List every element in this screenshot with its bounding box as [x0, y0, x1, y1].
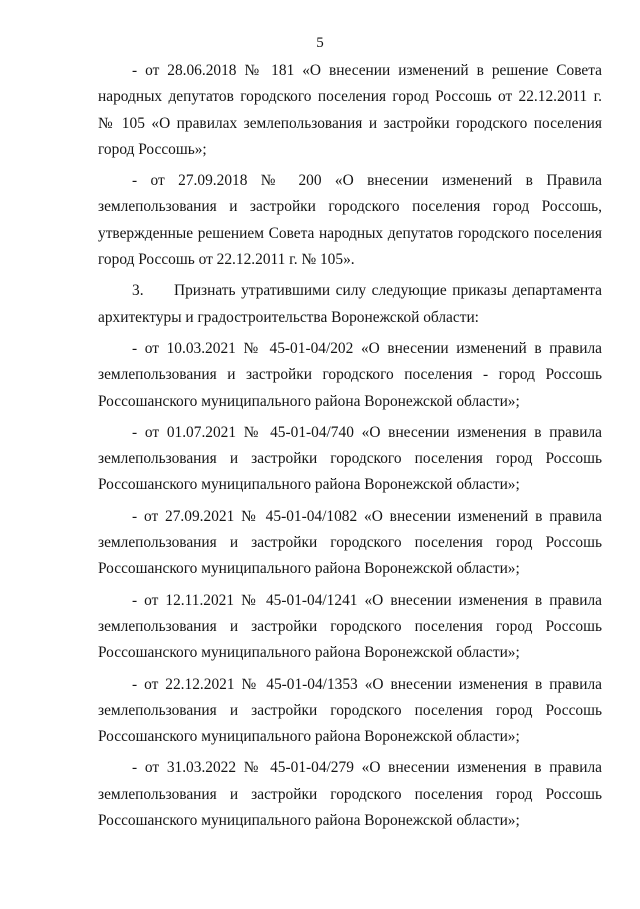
text-line: - от 12.11.2021 № 45-01-04/1241 «О внесении изменения в правила: [132, 591, 602, 609]
text-line: город Россошь»;: [98, 140, 207, 158]
text-line: архитектуры и градостроительства Воронежской области:: [98, 308, 479, 326]
text-line: народных депутатов городского поселения город Россошь от 22.12.2011 г.: [98, 88, 602, 106]
text-line: Россошанского муниципального района Воронежской области»;: [98, 476, 520, 494]
document-body: [98, 58, 602, 839]
text-line: Россошанского муниципального района Воронежской области»;: [98, 728, 520, 746]
page-number: 5: [316, 35, 324, 51]
text-line: [98, 278, 602, 304]
text-line-content: Признать утратившими силу следующие приказы департамента: [174, 282, 602, 300]
text-line: Россошанского муниципального района Воронежской области»;: [98, 812, 520, 830]
text-line: землепользования и застройки городского поселения город Россошь: [98, 534, 602, 552]
text-line: - от 22.12.2021 № 45-01-04/1353 «О внесении изменения в правила: [132, 675, 602, 693]
text-line: город Россошь от 22.12.2011 г. № 105».: [98, 251, 355, 269]
paragraph: [98, 588, 602, 667]
paragraph: [98, 168, 602, 273]
paragraph: [98, 58, 602, 163]
text-line: - от 10.03.2021 № 45-01-04/202 «О внесении изменений в правила: [132, 339, 602, 357]
text-line: утвержденные решением Совета народных депутатов городского поселения: [98, 224, 602, 242]
text-line: Россошанского муниципального района Воронежской области»;: [98, 644, 520, 662]
text-line: землепользования и застройки городского поселения город Россошь,: [98, 198, 602, 216]
paragraph: [98, 755, 602, 834]
text-line: Россошанского муниципального района Воронежской области»;: [98, 560, 520, 578]
paragraph: [98, 504, 602, 583]
text-line: Россошанского муниципального района Воронежской области»;: [98, 392, 520, 410]
paragraph: [98, 420, 602, 499]
text-line: землепользования и застройки городского поселения - город Россошь: [98, 366, 602, 384]
text-line: землепользования и застройки городского поселения город Россошь: [98, 785, 602, 803]
paragraph-number: 3.: [132, 282, 144, 300]
text-line: землепользования и застройки городского поселения город Россошь: [98, 450, 602, 468]
paragraph: [98, 336, 602, 415]
text-line: землепользования и застройки городского поселения город Россошь: [98, 617, 602, 635]
text-line: - от 27.09.2018 № 200 «О внесении изменений в Правила: [132, 172, 602, 190]
text-line: - от 28.06.2018 № 181 «О внесении изменений в решение Совета: [132, 62, 602, 79]
paragraph: [98, 672, 602, 751]
text-line: - от 31.03.2022 № 45-01-04/279 «О внесении изменения в правила: [132, 759, 602, 777]
text-line: - от 27.09.2021 № 45-01-04/1082 «О внесении изменений в правила: [132, 507, 602, 525]
numbered-paragraph: [98, 278, 602, 331]
text-line: № 105 «О правилах землепользования и застройки городского поселения: [98, 114, 602, 132]
text-line: - от 01.07.2021 № 45-01-04/740 «О внесении изменения в правила: [132, 423, 602, 441]
text-line: землепользования и застройки городского поселения город Россошь: [98, 701, 602, 719]
